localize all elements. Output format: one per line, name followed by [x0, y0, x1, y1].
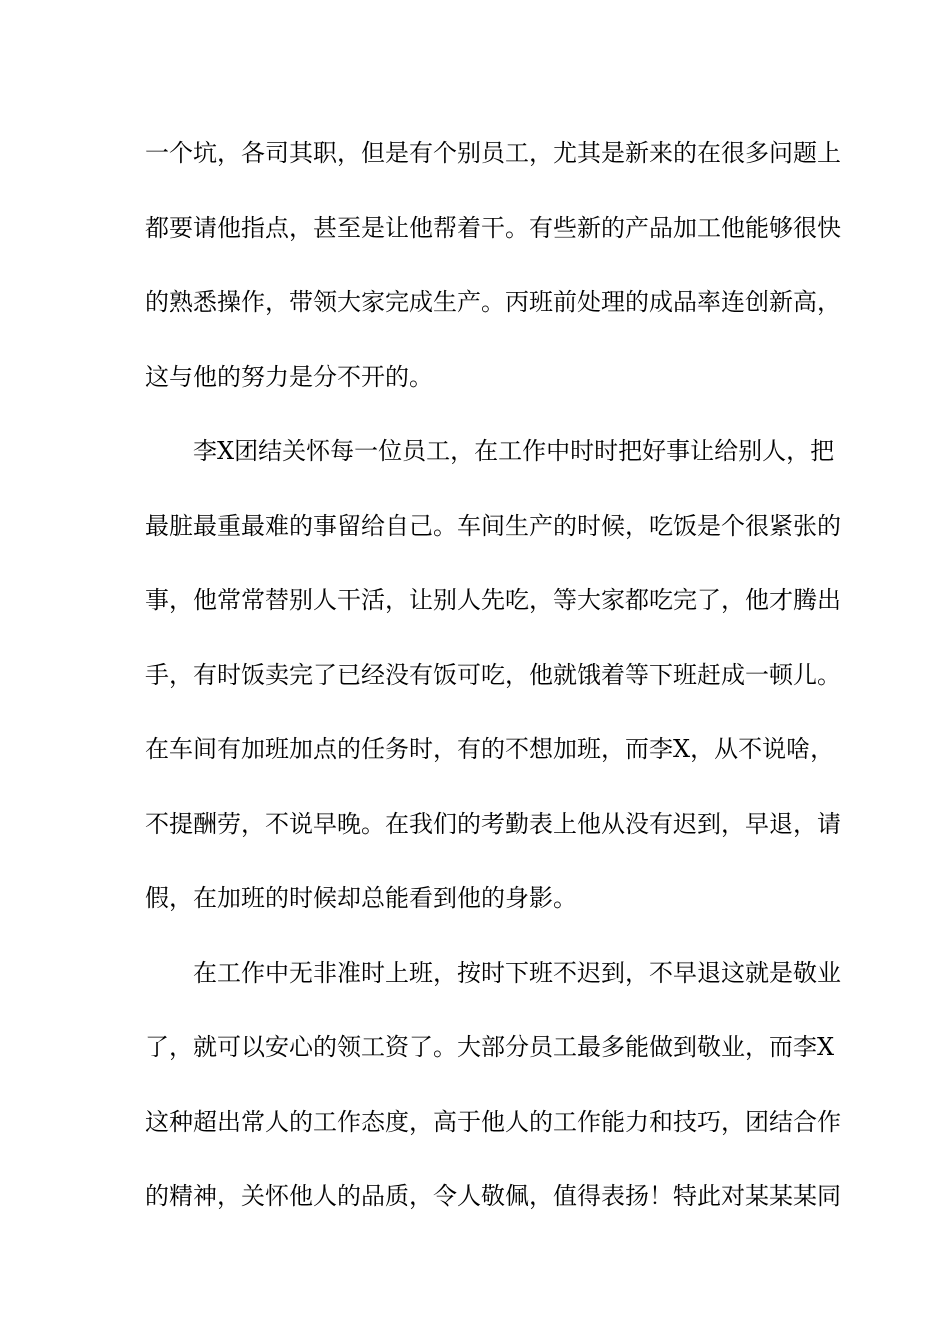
text-line: 事，他常常替别人干活，让别人先吃，等大家都吃完了，他才腾出: [145, 586, 841, 614]
text-line: 一个坑，各司其职，但是有个别员工，尤其是新来的在很多问题上: [145, 139, 841, 167]
text-line: 这与他的努力是分不开的。: [145, 362, 433, 391]
text-line: 在工作中无非准时上班，按时下班不迟到，不早退这就是敬业: [193, 958, 841, 987]
text-line: 李X团结关怀每一位员工，在工作中时时把好事让给别人，把: [193, 437, 835, 465]
body-text: [145, 133, 841, 1251]
text-line: 最脏最重最难的事留给自己。车间生产的时候，吃饭是个很紧张的: [145, 511, 841, 540]
text-line: 假，在加班的时候却总能看到他的身影。: [145, 884, 577, 912]
text-line: 的熟悉操作，带领大家完成生产。丙班前处理的成品率连创新高，: [145, 288, 841, 316]
text-line: 都要请他指点，甚至是让他帮着干。有些新的产品加工他能够很快: [145, 213, 841, 242]
text-line: 的精神，关怀他人的品质，令人敬佩，值得表扬！特此对某某某同: [145, 1182, 841, 1210]
text-line: 不提酬劳，不说早晚。在我们的考勤表上他从没有迟到，早退，请: [145, 809, 841, 838]
text-line: 手，有时饭卖完了已经没有饭可吃，他就饿着等下班赶成一顿儿。: [145, 660, 841, 689]
text-line: 了，就可以安心的领工资了。大部分员工最多能做到敬业，而李X: [145, 1033, 835, 1061]
text-line: 在车间有加班加点的任务时，有的不想加班，而李X，从不说啥，: [145, 735, 835, 763]
text-line: 这种超出常人的工作态度，高于他人的工作能力和技巧，团结合作: [145, 1107, 841, 1136]
